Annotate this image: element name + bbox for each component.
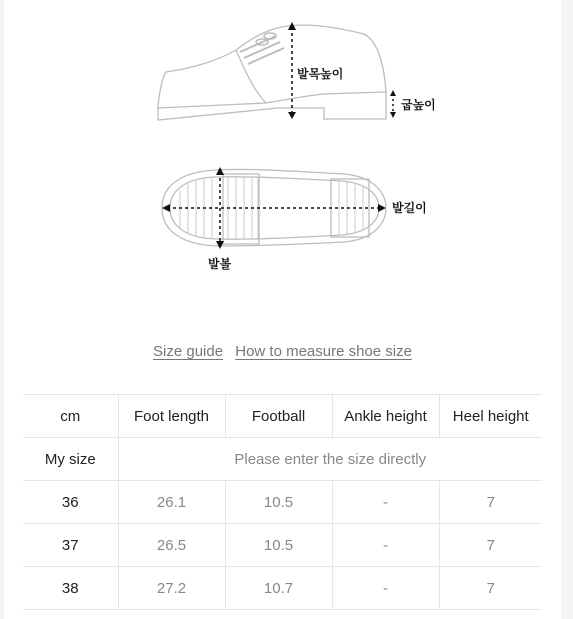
row-heel-height: 7 [439,481,542,524]
row-size: 38 [23,567,118,610]
foot-ball-label: 발볼 [208,257,232,271]
row-foot-length: 27.2 [118,567,225,610]
row-ankle-height: - [332,524,439,567]
row-football: 10.7 [225,567,332,610]
row-heel-height: 7 [439,524,542,567]
how-to-measure-link[interactable]: How to measure shoe size [235,343,412,360]
header-heel-height: Heel height [439,395,542,438]
header-foot-length: Foot length [118,395,225,438]
shoe-side-view [158,25,386,120]
row-football: 10.5 [225,524,332,567]
my-size-row[interactable] [23,438,542,481]
shoe-sole-view [162,169,386,246]
size-guide-link[interactable]: Size guide [153,343,224,360]
my-size-input-hint[interactable]: Please enter the size directly [118,438,542,481]
row-foot-length: 26.5 [118,524,225,567]
row-size: 37 [23,524,118,567]
ankle-height-label: 발목높이 [297,67,344,81]
guide-links [4,343,561,360]
heel-height-label: 굽높이 [401,98,436,112]
table-row [23,524,542,567]
shoe-measurement-illustration [4,0,561,300]
header-football: Football [225,395,332,438]
foot-length-label: 발길이 [392,201,427,215]
size-guide-card [4,0,561,619]
row-heel-height: 7 [439,567,542,610]
header-ankle-height: Ankle height [332,395,439,438]
ankle-height-arrow [288,22,296,119]
heel-height-arrow [390,90,396,118]
size-table [23,394,542,610]
header-cm: cm [23,395,118,438]
row-foot-length: 26.1 [118,481,225,524]
table-row [23,567,542,610]
row-football: 10.5 [225,481,332,524]
row-ankle-height: - [332,481,439,524]
table-row [23,481,542,524]
table-header-row [23,395,542,438]
row-ankle-height: - [332,567,439,610]
my-size-label: My size [23,438,118,481]
row-size: 36 [23,481,118,524]
